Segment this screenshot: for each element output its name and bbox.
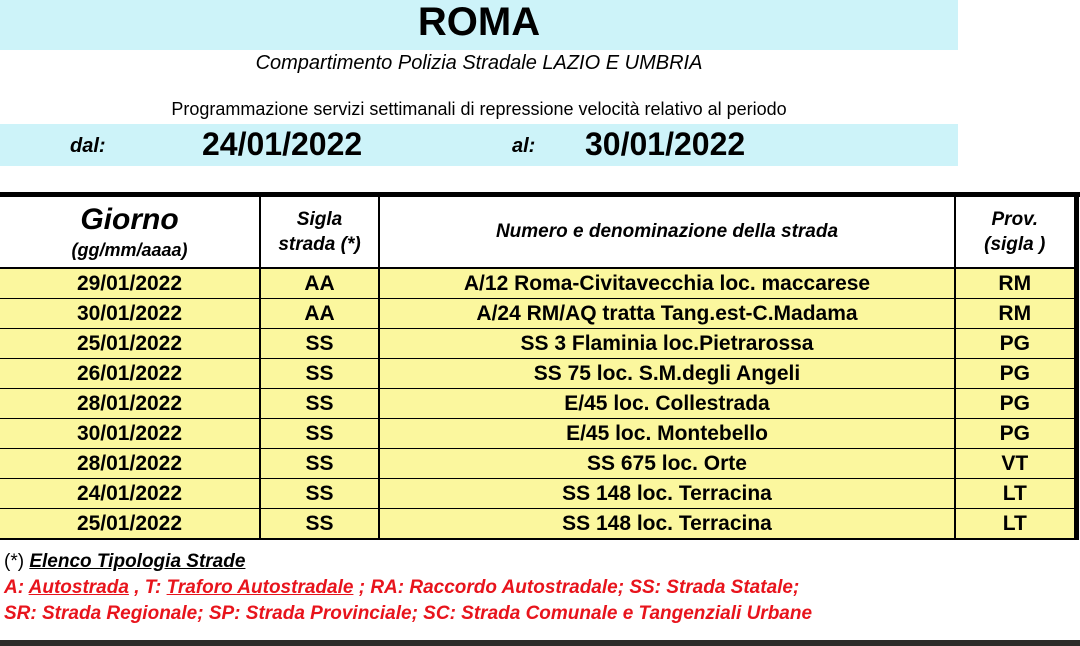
cell-road: E/45 loc. Collestrada: [379, 389, 955, 419]
cell-date: 30/01/2022: [0, 419, 260, 449]
header-day: [0, 197, 260, 268]
table-row: [0, 329, 1076, 359]
cell-prov: LT: [955, 509, 1076, 540]
cell-date: 25/01/2022: [0, 329, 260, 359]
road-type-legend: [4, 551, 1074, 625]
cell-sigla: SS: [260, 419, 379, 449]
table-row: [0, 268, 1076, 299]
table-row: [0, 419, 1076, 449]
header-day-label: Giorno: [80, 202, 179, 236]
table-row: [0, 389, 1076, 419]
cell-road: A/24 RM/AQ tratta Tang.est-C.Madama: [379, 299, 955, 329]
table-row: [0, 509, 1076, 540]
cell-sigla: AA: [260, 299, 379, 329]
legend-marker: (*): [4, 551, 25, 572]
cell-road: SS 3 Flaminia loc.Pietrarossa: [379, 329, 955, 359]
legend-a-prefix: A:: [4, 577, 29, 598]
cell-prov: PG: [955, 419, 1076, 449]
legend-line-2: SR: Strada Regionale; SP: Strada Provinciale; SC: Strada Comunale e Tangenziali Urbane: [4, 603, 813, 624]
cell-sigla: SS: [260, 389, 379, 419]
legend-traforo: Traforo Autostradale: [166, 577, 354, 598]
header-day-format: (gg/mm/aaaa): [71, 239, 188, 260]
header-prov: [955, 197, 1076, 268]
cell-road: A/12 Roma-Civitavecchia loc. maccarese: [379, 268, 955, 299]
cell-road: SS 148 loc. Terracina: [379, 479, 955, 509]
bottom-strip: [0, 640, 1080, 646]
page-subtitle: Compartimento Polizia Stradale LAZIO E UMBRIA: [255, 52, 703, 74]
cell-prov: PG: [955, 329, 1076, 359]
header-sigla-line1: Sigla: [296, 209, 343, 230]
cell-road: SS 148 loc. Terracina: [379, 509, 955, 540]
cell-prov: RM: [955, 268, 1076, 299]
header-sigla-line2: strada (*): [278, 234, 361, 255]
cell-prov: RM: [955, 299, 1076, 329]
legend-line-1: [4, 577, 1074, 599]
legend-sep: , T:: [128, 577, 167, 598]
cell-road: E/45 loc. Montebello: [379, 419, 955, 449]
cell-sigla: SS: [260, 479, 379, 509]
dal-date: 24/01/2022: [202, 126, 363, 162]
table-row: [0, 359, 1076, 389]
cell-date: 24/01/2022: [0, 479, 260, 509]
cell-date: 30/01/2022: [0, 299, 260, 329]
cell-date: 25/01/2022: [0, 509, 260, 540]
cell-prov: VT: [955, 449, 1076, 479]
dal-label: dal:: [70, 135, 106, 157]
cell-date: 28/01/2022: [0, 449, 260, 479]
cell-sigla: AA: [260, 268, 379, 299]
cell-prov: PG: [955, 359, 1076, 389]
table-row: [0, 449, 1076, 479]
al-date: 30/01/2022: [585, 126, 746, 162]
schedule-table-container: [0, 192, 1080, 540]
table-row: [0, 299, 1076, 329]
header-sigla: [260, 197, 379, 268]
cell-sigla: SS: [260, 329, 379, 359]
cell-prov: PG: [955, 389, 1076, 419]
cell-sigla: SS: [260, 509, 379, 540]
legend-autostrada: Autostrada: [28, 577, 129, 598]
cell-prov: LT: [955, 479, 1076, 509]
cell-road: SS 675 loc. Orte: [379, 449, 955, 479]
program-description: Programmazione servizi settimanali di repressione velocità relativo al periodo: [171, 99, 787, 119]
cell-sigla: SS: [260, 449, 379, 479]
table-header-row: [0, 197, 1076, 268]
legend-title-line: [4, 551, 1074, 573]
cell-date: 26/01/2022: [0, 359, 260, 389]
table-row: [0, 479, 1076, 509]
cell-date: 28/01/2022: [0, 389, 260, 419]
page-title: ROMA: [417, 0, 541, 44]
legend-title: Elenco Tipologia Strade: [29, 551, 246, 572]
header-prov-line1: Prov.: [991, 209, 1038, 230]
legend-line1-rest: ; RA: Raccordo Autostradale; SS: Strada Statale;: [353, 577, 800, 598]
header-road: Numero e denominazione della strada: [379, 197, 955, 268]
al-label: al:: [512, 135, 536, 157]
cell-sigla: SS: [260, 359, 379, 389]
cell-date: 29/01/2022: [0, 268, 260, 299]
schedule-table: [0, 197, 1079, 540]
header-prov-line2: (sigla ): [984, 234, 1046, 255]
period-band: [0, 124, 958, 166]
cell-road: SS 75 loc. S.M.degli Angeli: [379, 359, 955, 389]
